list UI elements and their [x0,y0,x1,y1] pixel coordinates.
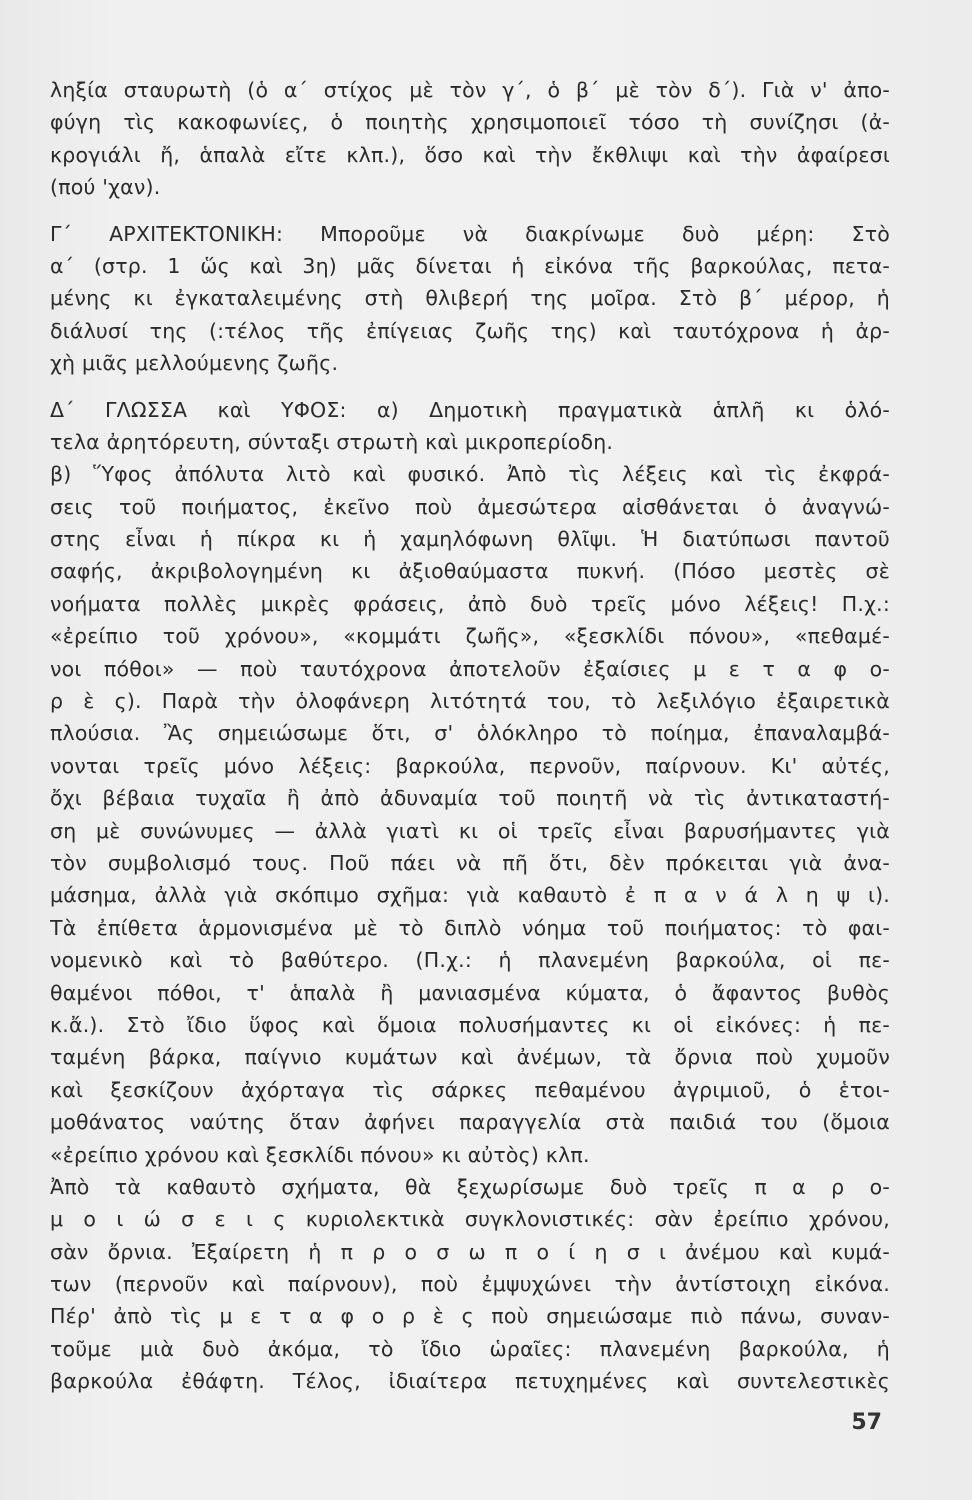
text-line: σὰν ὄρνια. Ἐξαίρετη ἡ π ρ ο σ ω π ο ί η σ ι ἀνέμου καὶ κυμά- [50,1239,890,1264]
text-line: Δ΄ ΓΛΩΣΣΑ καὶ ΥΦΟΣ: α) Δημοτικὴ πραγματικὰ ἁπλῆ κι ὁλό- [50,397,890,422]
text-line: μάσημα, ἀλλὰ γιὰ σκόπιμο σχῆμα: γιὰ καθαυτὸ ἐ π α ν ά λ η ψ ι). [50,883,890,908]
page-number: 57 [851,1410,882,1435]
paragraph-gap [50,204,890,218]
body-text [50,74,890,1398]
text-line: β) Ὕφος ἀπόλυτα λιτὸ καὶ φυσικό. Ἀπὸ τὶς λέξεις καὶ τὶς ἐκφρά- [50,462,890,487]
paragraph-metre [50,74,890,204]
text-line: ρ ὲ ς). Παρὰ τὴν ὁλοφάνερη λιτότητά του, τὸ λεξιλόγιο ἐξαιρετικὰ [50,689,890,714]
text-line: σεις τοῦ ποιήματος, ἐκεῖνο ποὺ ἀμεσώτερα αἰσθάνεται ὁ ἀναγνώ- [50,494,890,519]
text-line: τοῦμε μιὰ δυὸ ἀκόμα, τὸ ἴδιο ὡραῖες: πλανεμένη βαρκούλα, ἡ [50,1336,890,1361]
text-line: κρογιάλι ἤ, ἁπαλὰ εἴτε κλπ.), ὅσο καὶ τὴν ἔκθλιψι καὶ τὴν ἀφαίρεσι [50,142,890,167]
paragraph-figures [50,1171,890,1398]
text-line: κ.ἄ.). Στὸ ἴδιο ὕφος καὶ ὅμοια πολυσήμαντες κι οἱ εἰκόνες: ἡ πε- [50,1012,890,1037]
text-line: πλούσια. Ἂς σημειώσωμε ὅτι, σ' ὁλόκληρο τὸ ποίημα, ἐπαναλαμβά- [50,721,890,746]
text-line: (πού 'χαν). [50,175,161,200]
text-line: θαμένοι πόθοι, τ' ἁπαλὰ ἢ μανιασμένα κύματα, ὁ ἄφαντος βυθὸς [50,980,890,1005]
text-line: διάλυσί της (:τέλος τῆς ἐπίγειας ζωῆς της) καὶ ταυτόχρονα ἡ ἀρ- [50,318,890,343]
text-line: τελα ἀρητόρευτη, σύνταξι στρωτὴ καὶ μικροπερίοδη. [50,429,614,454]
paragraph-architecture [50,218,890,380]
text-line: τὸν συμβολισμό τους. Ποῦ πάει νὰ πῆ ὅτι, δὲν πρόκειται γιὰ ἀνα- [50,850,890,875]
text-line: στης εἶναι ἡ πίκρα κι ἡ χαμηλόφωνη θλῖψι. Ἡ διατύπωσι παντοῦ [50,527,890,552]
text-line: Πέρ' ἀπὸ τὶς μ ε τ α φ ο ρ ὲ ς ποὺ σημειώσαμε πιὸ πάνω, συναν- [50,1304,890,1329]
text-line: Τὰ ἐπίθετα ἁρμονισμένα μὲ τὸ διπλὸ νόημα τοῦ ποιήματος: τὸ φαι- [50,915,890,940]
text-line: φύγη τὶς κακοφωνίες, ὁ ποιητὴς χρησιμοποιεῖ τόσο τὴ συνίζησι (ἀ- [50,110,890,135]
text-line: μ ο ι ώ σ ε ι ς κυριολεκτικὰ συγκλονιστικές: σὰν ἐρείπιο χρόνου, [50,1207,890,1232]
text-line: των (περνοῦν καὶ παίρνουν), ποὺ ἐμψυχώνει τὴν ἀντίστοιχη εἰκόνα. [50,1272,890,1297]
text-line: καὶ ξεσκίζουν ἀχόρταγα τὶς σάρκες πεθαμένου ἀγριμιοῦ, ὁ ἑτοι- [50,1077,890,1102]
text-line: Ἀπὸ τὰ καθαυτὸ σχήματα, θὰ ξεχωρίσωμε δυὸ τρεῖς π α ρ ο- [50,1174,890,1199]
text-line: νονται τρεῖς μόνο λέξεις: βαρκούλα, περνοῦν, παίρνουν. Κι' αὐτές, [50,753,890,778]
text-line: Γ΄ ΑΡΧΙΤΕΚΤΟΝΙΚΗ: Μποροῦμε νὰ διακρίνωμε δυὸ μέρη: Στὸ [50,221,890,246]
paragraph-gap [50,380,890,394]
text-line: νοι πόθοι» — ποὺ ταυτόχρονα ἀποτελοῦν ἐξαίσιες μ ε τ α φ ο- [50,656,890,681]
text-line: «ἐρείπιο χρόνου καὶ ξεσκλίδι πόνου» κι αὐτὸς) κλπ. [50,1142,590,1167]
text-line: χὴ μιᾶς μελλούμενης ζωῆς. [50,351,339,376]
text-line: νοήματα πολλὲς μικρὲς φράσεις, ἀπὸ δυὸ τρεῖς μόνο λέξεις! Π.χ.: [50,591,890,616]
text-line: ὄχι βέβαια τυχαῖα ἢ ἀπὸ ἀδυναμία τοῦ ποιητῆ νὰ τὶς ἀντικαταστή- [50,786,890,811]
text-line: ση μὲ συνώνυμες — ἀλλὰ γιατὶ κι οἱ τρεῖς εἶναι βαρυσήμαντες γιὰ [50,818,890,843]
text-line: βαρκούλα ἐθάφτη. Τέλος, ἰδιαίτερα πετυχημένες καὶ συντελεστικὲς [50,1369,890,1394]
text-line: «ἐρείπιο τοῦ χρόνου», «κομμάτι ζωῆς», «ξεσκλίδι πόνου», «πεθαμέ- [50,624,890,649]
paragraph-language-style [50,394,890,1171]
text-line: α΄ (στρ. 1 ὥς καὶ 3η) μᾶς δίνεται ἡ εἰκόνα τῆς βαρκούλας, πετα- [50,253,890,278]
text-line: μένης κι ἐγκαταλειμένης στὴ θλιβερή της μοῖρα. Στὸ β΄ μέρορ, ἡ [50,286,890,311]
text-line: νομενικὸ καὶ τὸ βαθύτερο. (Π.χ.: ἡ πλανεμένη βαρκούλα, οἱ πε- [50,948,890,973]
text-line: μοθάνατος ναύτης ὅταν ἀφήνει παραγγελία στὰ παιδιά του (ὅμοια [50,1110,890,1135]
text-line: σαφής, ἀκριβολογημένη κι ἀξιοθαύμαστα πυκνή. (Πόσο μεστὲς σὲ [50,559,890,584]
text-line: ταμένη βάρκα, παίγνιο κυμάτων καὶ ἀνέμων, τὰ ὄρνια ποὺ χυμοῦν [50,1045,890,1070]
text-line: ληξία σταυρωτὴ (ὁ α΄ στίχος μὲ τὸν γ΄, ὁ β΄ μὲ τὸν δ΄). Γιὰ ν' ἀπο- [50,78,890,102]
